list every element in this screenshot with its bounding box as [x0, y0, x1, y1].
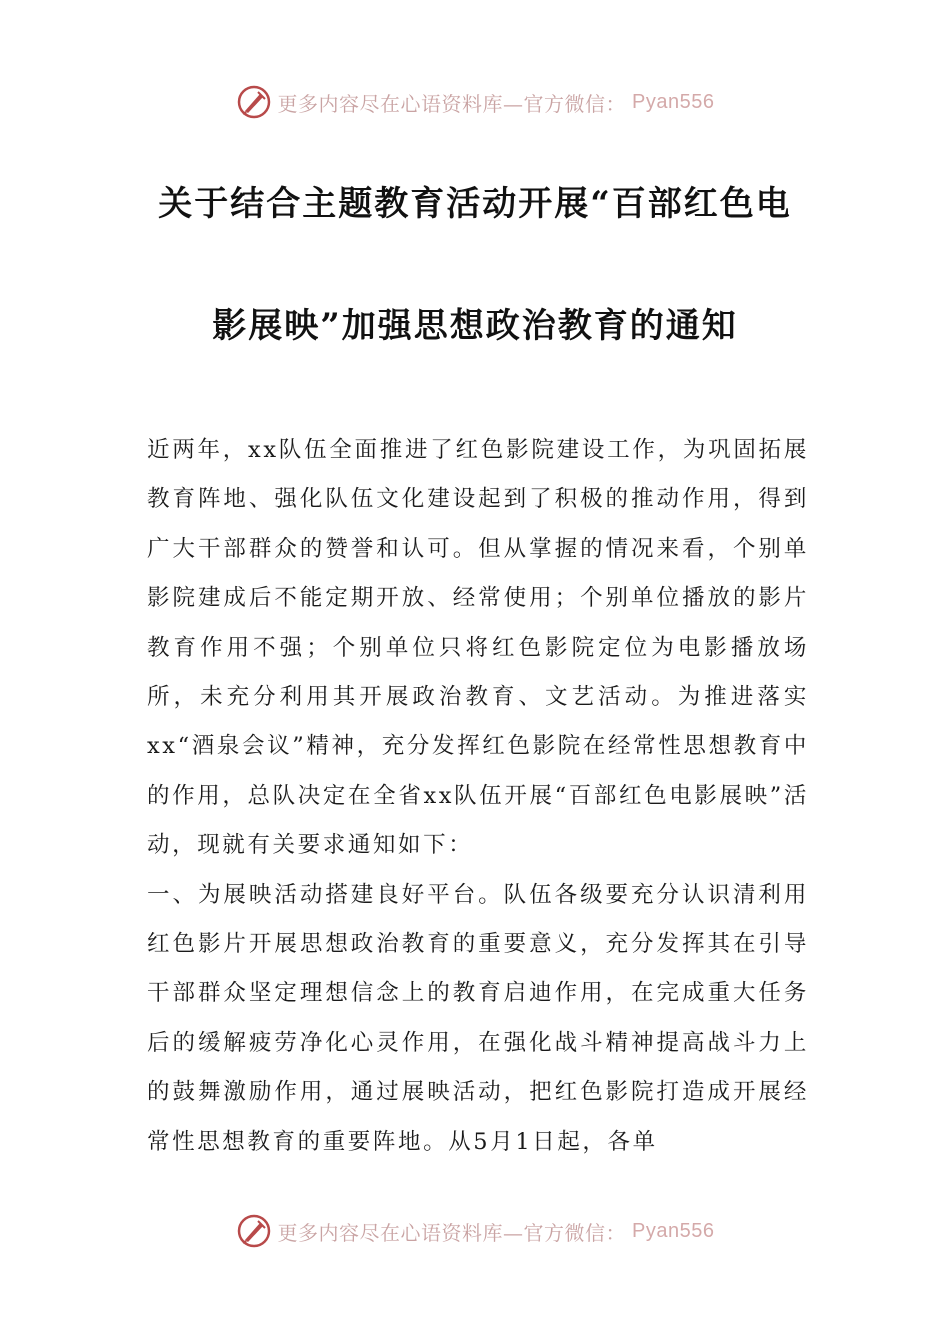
watermark-text: 更多内容尽在心语资料库—官方微信： — [277, 1220, 627, 1245]
header-watermark — [0, 82, 950, 122]
footer-watermark — [0, 1211, 950, 1251]
paragraph: 近两年，xx队伍全面推进了红色影院建设工作，为巩固拓展教育阵地、强化队伍文化建设起到了积极的推动作用，得到广大干部群众的赞誉和认可。但从掌握的情况来看，个别单影院建成后不能定期开放、经常使用；个别单位播放的影片教育作用不强；个别单位只将红色影院定位为电影播放场所，未充分利用其开展政治教育、文艺活动。为推进落实xx“酒泉会议”精神，充分发挥红色影院在经常性思想教育中的作用，总队决定在全省xx队伍开展“百部红色电影展映”活动，现就有关要求通知如下： — [147, 437, 809, 859]
document-title-line-1: 关于结合主题教育活动开展“百部红色电 — [158, 184, 792, 224]
paragraph: 一、为展映活动搭建良好平台。队伍各级要充分认识清利用红色影片开展思想政治教育的重要意义，充分发挥其在引导干部群众坚定理想信念上的教育启迪作用，在完成重大任务后的缓解疲劳净化心灵作用，在强化战斗精神提高战斗力上的鼓舞激励作用，通过展映活动，把红色影院打造成开展经常性思想教育的重要阵地。从5月1日起，各单 — [147, 881, 809, 1155]
document-title-line-2: 影展映”加强思想政治教育的通知 — [212, 306, 738, 346]
pen-logo-icon — [236, 84, 272, 120]
watermark-wechat-id: Pyan556 — [632, 90, 715, 113]
document-body — [147, 426, 809, 1167]
pen-logo-icon — [236, 1213, 272, 1249]
watermark-wechat-id: Pyan556 — [632, 1219, 715, 1242]
watermark-text: 更多内容尽在心语资料库—官方微信： — [277, 91, 627, 116]
